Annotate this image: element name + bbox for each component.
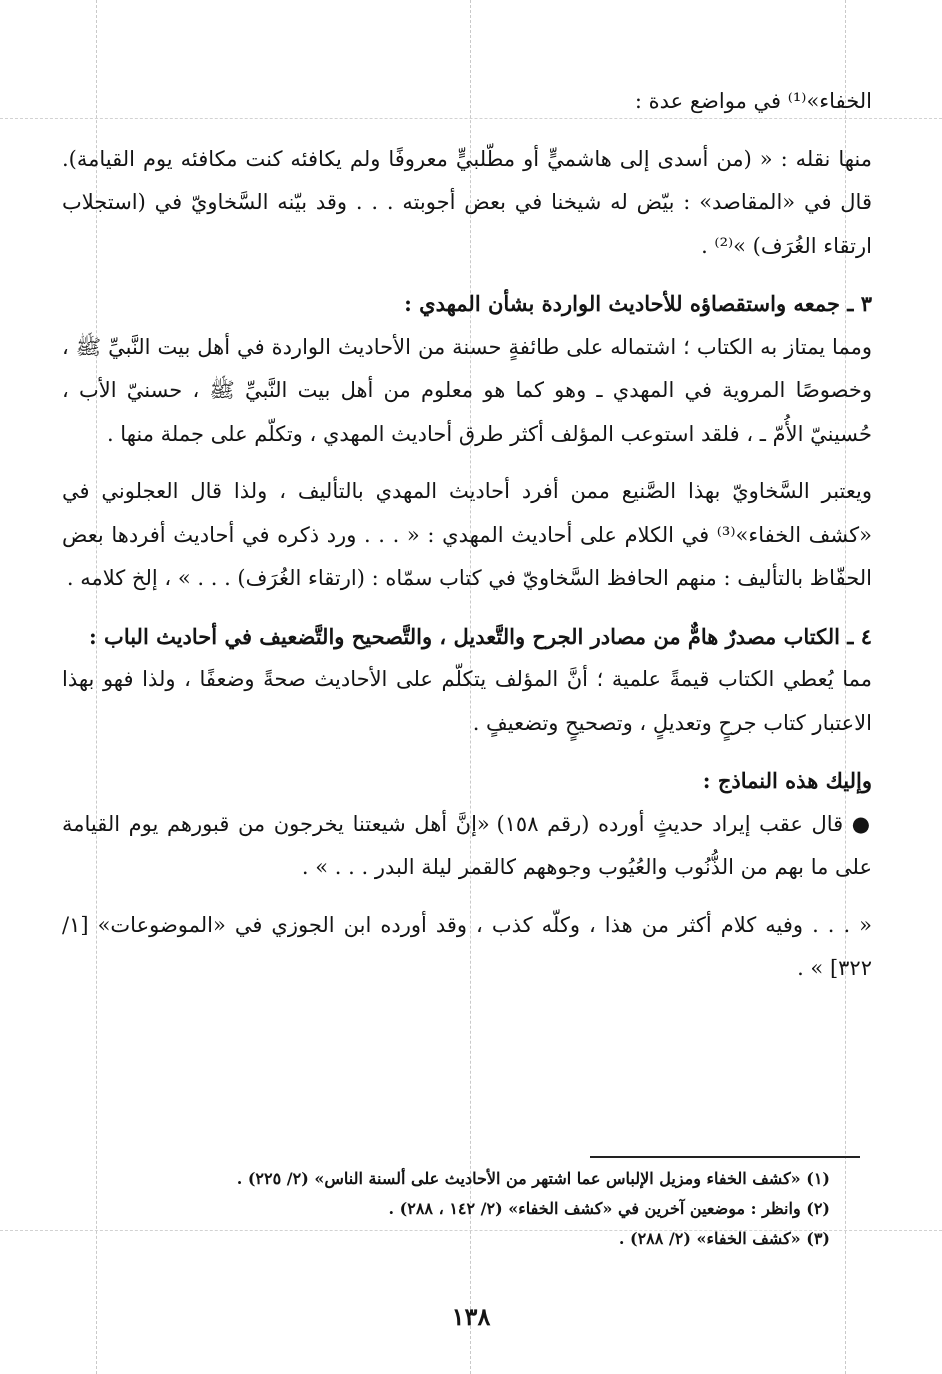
footnote-3: (٣) «كشف الخفاء» (٢/ ٢٨٨) . xyxy=(618,1229,830,1248)
body-text xyxy=(62,80,872,991)
examples-heading: وإليك هذه النماذج : xyxy=(702,768,872,793)
paragraph-sakhawi: ويعتبر السَّخاويّ بهذا الصَّنيع ممن أفرد أحاديث المهدي بالتأليف ، ولذا قال العجلوني في «كشف الخفاء»⁽³⁾ في الكلام على أحاديث المهدي : « . . . ورد ذكره في أحاديث أفردها بعض الحفّاظ بالتأليف : منهم الحافظ السَّخاويّ في كتاب سمّاه : (ارتقاء الغُرَف) . . . » ، إلخ كلامه . xyxy=(62,479,872,590)
paragraph-example-158: ● قال عقب إيراد حديثٍ أورده (رقم ١٥٨) «إنَّ أهل شيعتنا يخرجون من قبورهم يوم القيامة على ما بهم من الذُّنُوب والعُيُوب وجوههم كالقمر ليلة البدر . . . » . xyxy=(62,811,872,879)
paragraph-mahdi-hadiths: ومما يمتاز به الكتاب ؛ اشتماله على طائفةٍ حسنة من الأحاديث الواردة في أهل بيت النَّبيِّ ﷺ ، وخصوصًا المروية في المهدي ـ وهو كما هو معلوم من أهل بيت النَّبيِّ ﷺ ، حسنيّ الأب ، حُسينيّ الأُمّ ـ ، فلقد استوعب المؤلف أكثر طرق أحاديث المهدي ، وتكلّم على جملة منها . xyxy=(62,334,872,446)
footnote-2: (٢) وانظر : موضعين آخرين في «كشف الخفاء» (٢/ ١٤٢ ، ٢٨٨) . xyxy=(388,1199,830,1218)
page-number: ١٣٨ xyxy=(451,1302,491,1331)
footnote-divider xyxy=(590,1156,860,1158)
footnotes xyxy=(62,1164,872,1254)
section-heading-3: ٣ ـ جمعه واستقصاؤه للأحاديث الواردة بشأن المهدي : xyxy=(404,291,872,316)
paragraph-ibn-aljawzi: « . . . وفيه كلام أكثر من هذا ، وكلّه كذب ، وقد أورده ابن الجوزي في «الموضوعات» [١/ ٣٢٢] » . xyxy=(62,912,872,980)
paragraph-scholarly-value: مما يُعطي الكتاب قيمةً علمية ؛ أنَّ المؤلف يتكلّم على الأحاديث صحةً وضعفًا ، ولذا فهو بهذا الاعتبار كتاب جرحٍ وتعديلٍ ، وتصحيحٍ وتضعيفٍ . xyxy=(62,667,872,735)
footnote-1: (١) «كشف الخفاء ومزيل الإلباس عما اشتهر من الأحاديث على ألسنة الناس» (٢/ ٢٢٥) . xyxy=(236,1169,830,1188)
section-heading-4: ٤ ـ الكتاب مصدرٌ هامٌّ من مصادر الجرح والتَّعديل ، والتَّصحيح والتَّضعيف في أحاديث الباب : xyxy=(88,623,872,649)
paragraph-intro: الخفاء»⁽¹⁾ في مواضع عدة : xyxy=(634,89,872,113)
paragraph-example-1: منها نقله : « (من أسدى إلى هاشميٍّ أو مطّلبيٍّ معروفًا ولم يكافئه كنت مكافئه يوم القيامة). قال في «المقاصد» : بيّض له شيخنا في بعض أجوبته . . . وقد بيّنه السَّخاويّ في (استجلاب ارتقاء الغُرَف) »⁽²⁾ . xyxy=(62,146,872,258)
